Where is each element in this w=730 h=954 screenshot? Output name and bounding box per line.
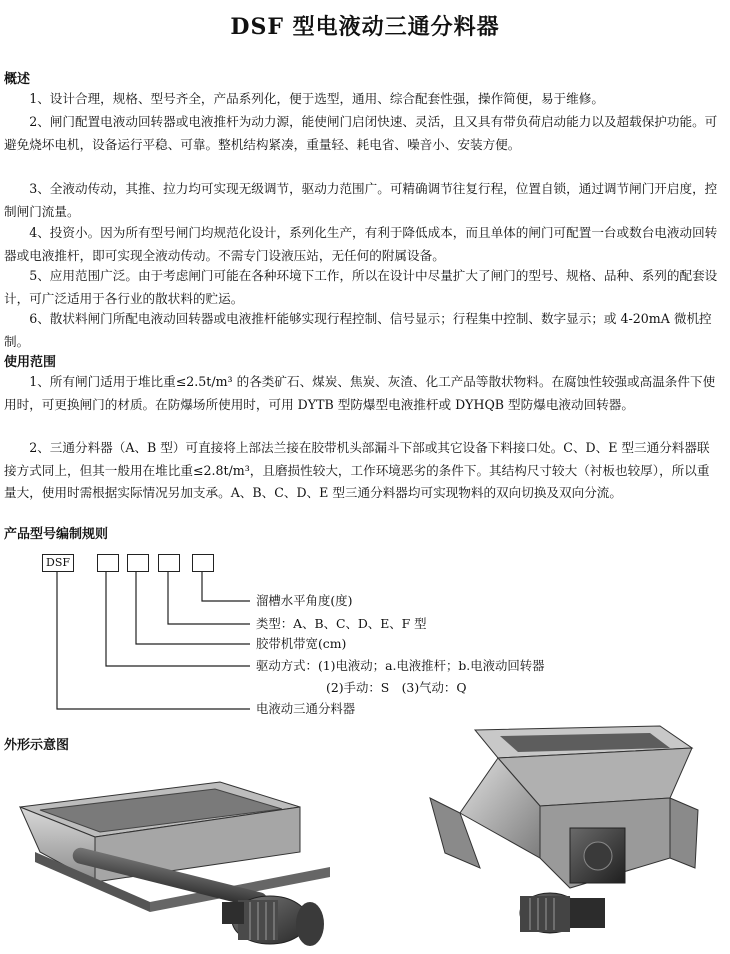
usage-heading: 使用范围 xyxy=(4,355,57,370)
overview-para-2: 2、闸门配置电液动回转器或电液推杆为动力源，能使闸门启闭快速、灵活，且又具有带负荷启动能力以及超载保护功能。可避免烧坏电机，设备运行平稳、可靠。整机结构紧凑，重量轻、耗电省、噪音小、安装方便。 xyxy=(4,114,718,152)
legend-type: 类型：A、B、C、D、E、F 型 xyxy=(256,616,427,631)
overview-heading: 概述 xyxy=(4,72,31,87)
legend-angle: 溜槽水平角度(度) xyxy=(256,593,353,608)
page-title: DSF 型电液动三通分料器 xyxy=(230,14,500,40)
legend-drive-mode-2: (2)手动：S (3)气动：Q xyxy=(326,680,467,695)
coding-heading: 产品型号编制规则 xyxy=(4,527,109,542)
usage-para-1: 1、所有闸门适用于堆比重≤2.5t/m³ 的各类矿石、煤炭、焦炭、灰渣、化工产品等散状物料。在腐蚀性较强或高温条件下使用时，可更换闸门的材质。在防爆场所使用时，可用 DYTB 型防爆型电液推杆或 DYHQB 型防爆电液动回转器。 xyxy=(4,374,716,412)
product-figure-left xyxy=(0,752,360,954)
overview-para-6: 6、散状料闸门所配电液动回转器或电液推杆能够实现行程控制、信号显示；行程集中控制、数字显示；或 4-20mA 微机控制。 xyxy=(4,311,712,349)
diverter-image-a xyxy=(0,752,360,950)
code-slot-angle xyxy=(192,554,214,572)
overview-para-4: 4、投资小。因为所有型号闸门均规范化设计，系列化生产，有利于降低成本，而且单体的闸门可配置一台或数台电液动回转器或电液推杆，即可实现全液动传动。不需专门设液压站，无任何的附属设备。 xyxy=(4,225,718,263)
code-slot-type xyxy=(158,554,180,572)
overview-para-3: 3、全液动传动，其推、拉力均可实现无级调节，驱动力范围广。可精确调节往复行程，位置自锁，通过调节闸门开启度，控制闸门流量。 xyxy=(4,181,718,219)
code-slot-drive xyxy=(97,554,119,572)
model-code-diagram xyxy=(0,540,730,730)
overview-para-5: 5、应用范围广泛。由于考虑闸门可能在各种环境下工作，所以在设计中尽量扩大了闸门的型号、规格、品种、系列的配套设计，可广泛适用于各行业的散状料的贮运。 xyxy=(4,268,718,306)
code-prefix-box: DSF xyxy=(42,554,74,572)
overview-para-1: 1、设计合理，规格、型号齐全，产品系列化，便于选型，通用、综合配套性强，操作简便，易于维修。 xyxy=(29,91,604,106)
product-figure-right xyxy=(420,718,720,954)
legend-drive-mode: 驱动方式：(1)电液动；a.电液推杆；b.电液动回转器 xyxy=(256,658,545,673)
figures-heading: 外形示意图 xyxy=(4,738,70,753)
legend-product-name: 电液动三通分料器 xyxy=(256,701,356,716)
code-slot-width xyxy=(127,554,149,572)
diverter-image-b xyxy=(420,718,720,950)
legend-belt-width: 胶带机带宽(cm) xyxy=(256,636,347,651)
usage-para-2: 2、三通分料器（A、B 型）可直接将上部法兰接在胶带机头部漏斗下部或其它设备下料接口处。C、D、E 型三通分料器联接方式同上，但其一般用在堆比重≤2.8t/m³，且磨损性较大，工作环境恶劣的条件下。其结构尺寸较大（衬板也较厚），所以重量大，使用时需根据实际情况另加支承。A、B、C、D、E 型三通分料器均可实现物料的双向切换及双向分流。 xyxy=(4,440,710,501)
